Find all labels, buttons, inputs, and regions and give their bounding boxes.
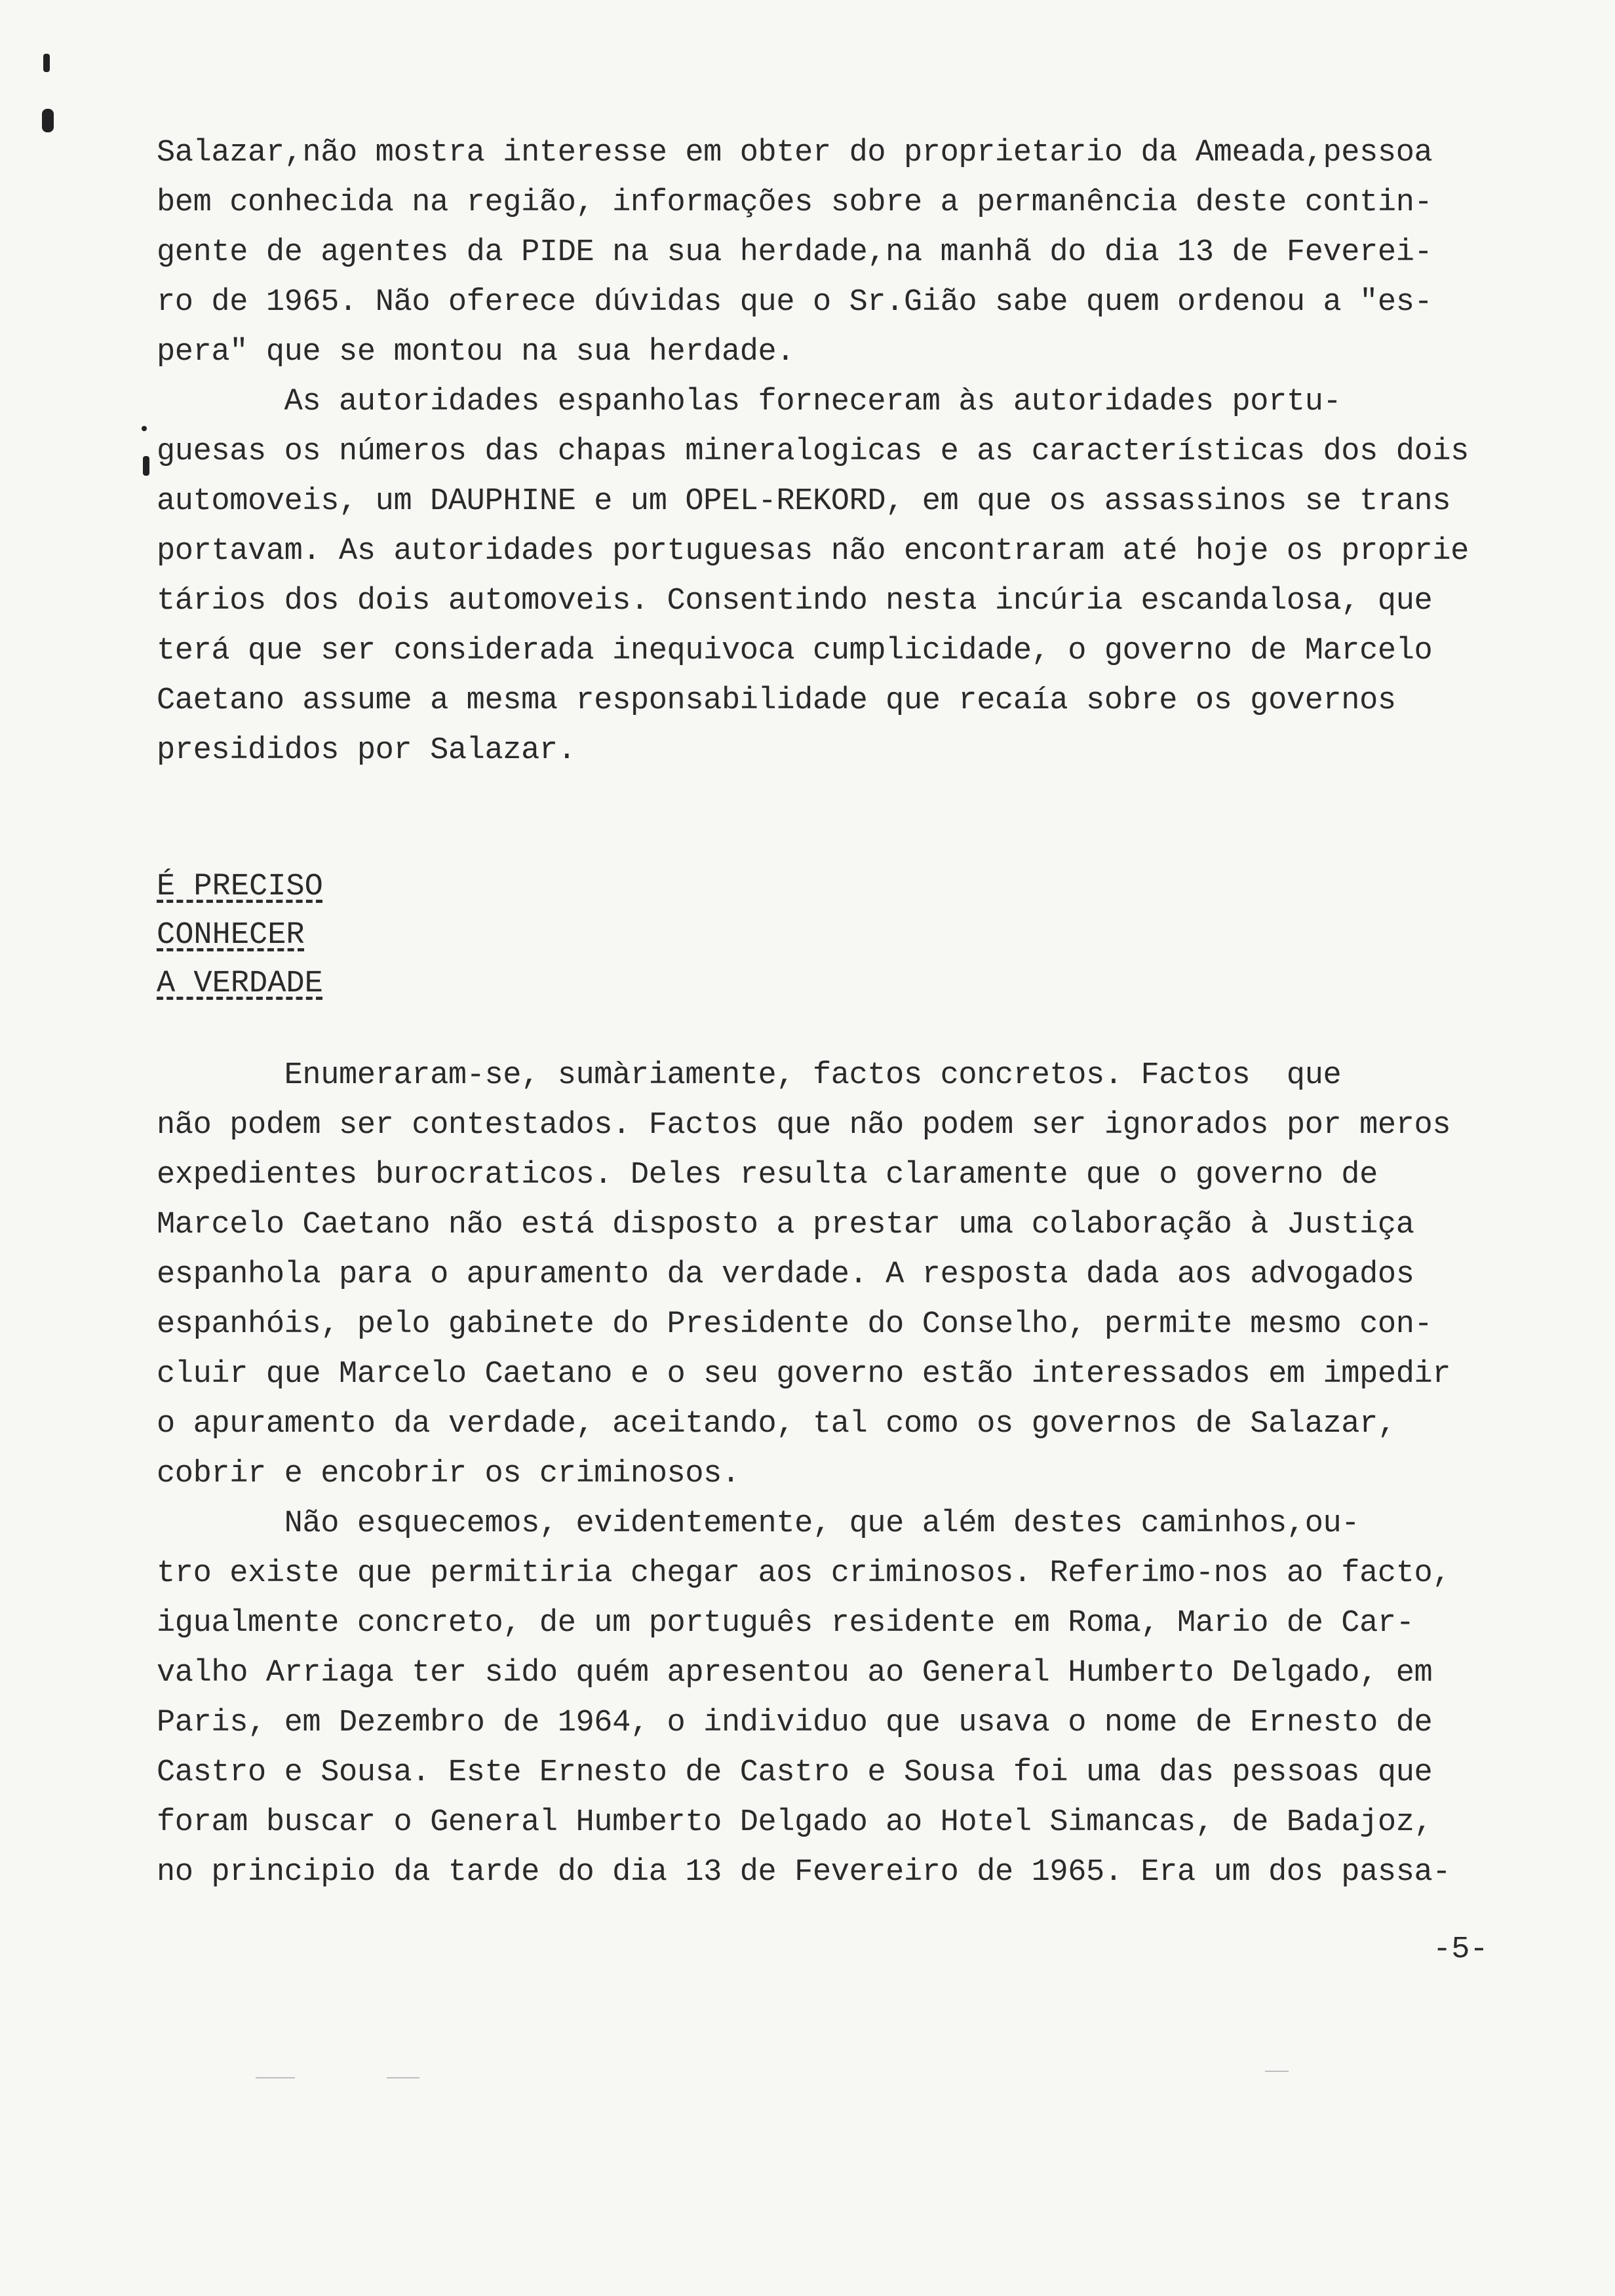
text-line: o apuramento da verdade, aceitando, tal como os governos de Salazar, xyxy=(157,1407,1396,1442)
page-number: -5- xyxy=(1433,1932,1489,1967)
text-line: no principio da tarde do dia 13 de Fevereiro de 1965. Era um dos passa- xyxy=(157,1855,1451,1890)
text-line: tários dos dois automoveis. Consentindo nesta incúria escandalosa, que xyxy=(157,584,1433,619)
margin-mark-mid xyxy=(142,426,147,431)
scan-artifact xyxy=(1265,2071,1289,2072)
text-line: Paris, em Dezembro de 1964, o individuo que usava o nome de Ernesto de xyxy=(157,1706,1433,1740)
text-line: cobrir e encobrir os criminosos. xyxy=(157,1457,740,1491)
text-line: pera" que se montou na sua herdade. xyxy=(157,335,795,370)
text-line: Enumeraram-se, sumàriamente, factos concretos. Factos que xyxy=(157,1058,1342,1093)
text-line: Não esquecemos, evidentemente, que além destes caminhos,ou- xyxy=(157,1506,1360,1541)
text-line: terá que ser considerada inequivoca cumplicidade, o governo de Marcelo xyxy=(157,634,1433,668)
text-line: foram buscar o General Humberto Delgado ao Hotel Simancas, de Badajoz, xyxy=(157,1805,1433,1840)
section-heading: A VERDADE xyxy=(157,966,323,1001)
text-line: valho Arriaga ter sido quém apresentou ao General Humberto Delgado, em xyxy=(157,1656,1433,1691)
scan-artifact xyxy=(387,2077,419,2078)
text-line: Marcelo Caetano não está disposto a prestar uma colaboração à Justiça xyxy=(157,1208,1414,1242)
text-line: tro existe que permitiria chegar aos criminosos. Referimo-nos ao facto, xyxy=(157,1556,1451,1591)
text-line: As autoridades espanholas forneceram às autoridades portu- xyxy=(157,385,1342,419)
margin-mark-top-2 xyxy=(42,109,54,132)
margin-mark-mid-2 xyxy=(143,456,149,476)
scan-artifact xyxy=(256,2077,295,2078)
text-line: expedientes burocraticos. Deles resulta claramente que o governo de xyxy=(157,1158,1378,1193)
text-line: espanhola para o apuramento da verdade. A resposta dada aos advogados xyxy=(157,1257,1414,1292)
text-line: automoveis, um DAUPHINE e um OPEL-REKORD, em que os assassinos se trans xyxy=(157,484,1451,519)
text-line: bem conhecida na região, informações sobre a permanência deste contin- xyxy=(157,185,1433,220)
text-line: cluir que Marcelo Caetano e o seu governo estão interessados em impedir xyxy=(157,1357,1451,1392)
text-line: Salazar,não mostra interesse em obter do proprietario da Ameada,pessoa xyxy=(157,136,1433,170)
section-heading: É PRECISO xyxy=(157,870,323,904)
text-line: espanhóis, pelo gabinete do Presidente do Conselho, permite mesmo con- xyxy=(157,1307,1433,1342)
text-line: Caetano assume a mesma responsabilidade que recaía sobre os governos xyxy=(157,683,1396,718)
text-line: guesas os números das chapas mineralogicas e as características dos dois xyxy=(157,434,1469,469)
section-heading: CONHECER xyxy=(157,918,305,953)
text-line: ro de 1965. Não oferece dúvidas que o Sr.Gião sabe quem ordenou a "es- xyxy=(157,285,1433,320)
text-line: Castro e Sousa. Este Ernesto de Castro e Sousa foi uma das pessoas que xyxy=(157,1755,1433,1790)
text-line: presididos por Salazar. xyxy=(157,733,576,768)
text-line: não podem ser contestados. Factos que não podem ser ignorados por meros xyxy=(157,1108,1451,1143)
text-line: portavam. As autoridades portuguesas não encontraram até hoje os proprie xyxy=(157,534,1469,569)
margin-mark-top xyxy=(43,54,50,72)
text-line: gente de agentes da PIDE na sua herdade,na manhã do dia 13 de Feverei- xyxy=(157,235,1433,270)
text-line: igualmente concreto, de um português residente em Roma, Mario de Car- xyxy=(157,1606,1414,1641)
